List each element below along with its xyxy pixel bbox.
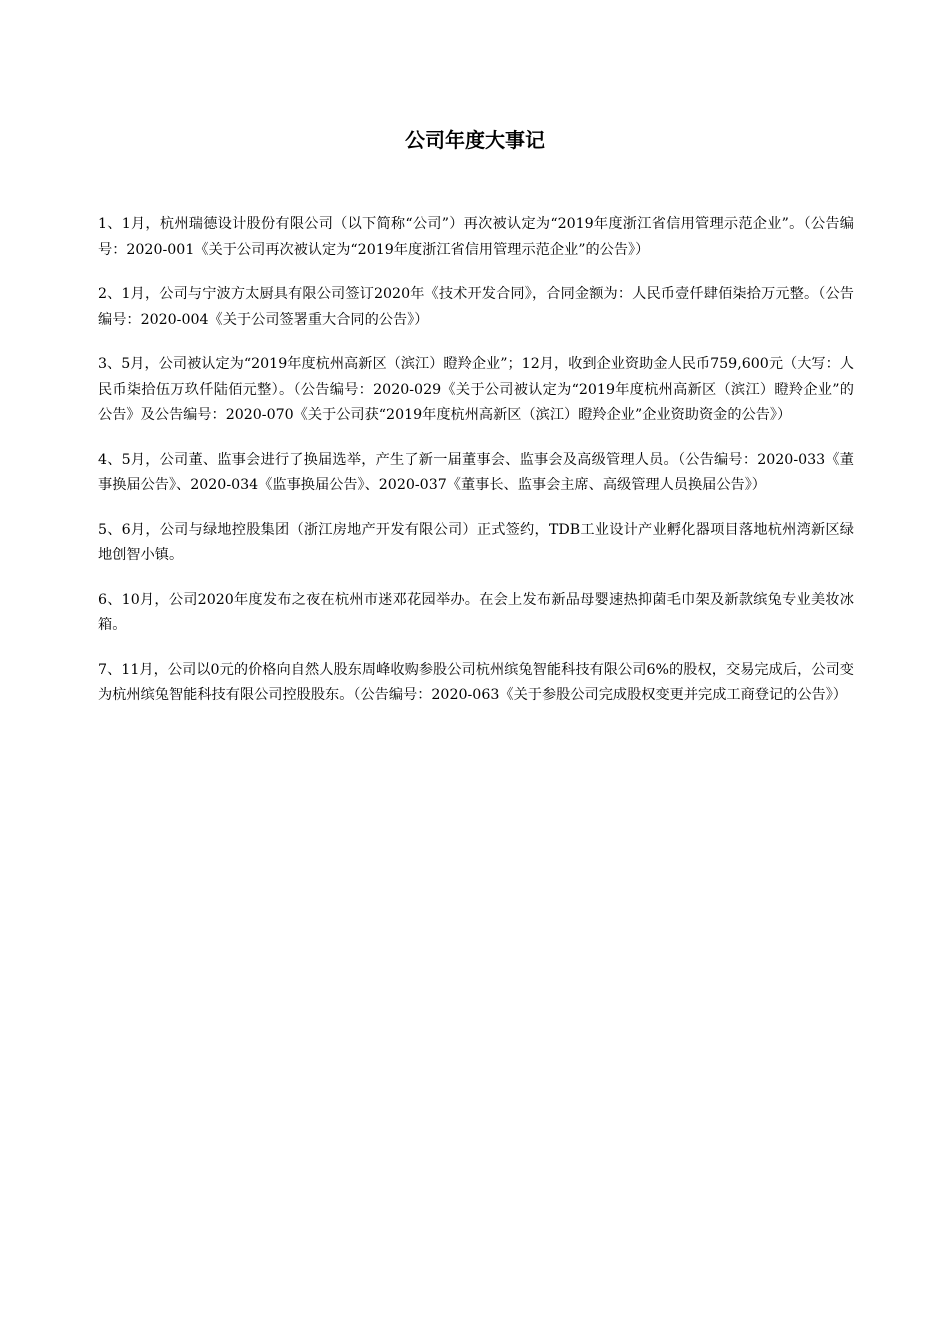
page-title: 公司年度大事记 (405, 128, 545, 152)
event-item-2: 2、1月，公司与宁波方太厨具有限公司签订2020年《技术开发合同》，合同金额为：人民币壹仟肆佰柒拾万元整。（公告编号：2020-004《关于公司签署重大合同的公告》） (98, 286, 854, 328)
event-item-1: 1、1月，杭州瑞德设计股份有限公司（以下简称“公司”）再次被认定为“2019年度浙江省信用管理示范企业”。（公告编号：2020-001《关于公司再次被认定为“2019年度浙江省信用管理示范企业”的公告》） (98, 216, 854, 258)
event-item-7: 7、11月，公司以0元的价格向自然人股东周峰收购参股公司杭州缤兔智能科技有限公司6%的股权，交易完成后，公司变为杭州缤兔智能科技有限公司控股股东。（公告编号：2020-063《关于参股公司完成股权变更并完成工商登记的公告》） (98, 661, 854, 703)
event-item-6: 6、10月，公司2020年度发布之夜在杭州市迷邓花园举办。在会上发布新品母婴速热抑菌毛巾架及新款缤兔专业美妆冰箱。 (98, 591, 854, 633)
event-item-4: 4、5月，公司董、监事会进行了换届选举，产生了新一届董事会、监事会及高级管理人员。（公告编号：2020-033《董事换届公告》、2020-034《监事换届公告》、2020-037《董事长、监事会主席、高级管理人员换届公告》） (98, 451, 854, 493)
event-item-3: 3、5月，公司被认定为“2019年度杭州高新区（滨江）瞪羚企业”；12月，收到企业资助金人民币759,600元（大写：人民币柒拾伍万玖仟陆佰元整）。（公告编号：2020-029《关于公司被认定为“2019年度杭州高新区（滨江）瞪羚企业”的公告》及公告编号：2020-070《关于公司获“2019年度杭州高新区（滨江）瞪羚企业”企业资助资金的公告》） (98, 356, 854, 423)
event-list (98, 212, 854, 728)
event-item-5: 5、6月，公司与绿地控股集团（浙江房地产开发有限公司）正式签约，TDB工业设计产业孵化器项目落地杭州湾新区绿地创智小镇。 (98, 521, 854, 563)
